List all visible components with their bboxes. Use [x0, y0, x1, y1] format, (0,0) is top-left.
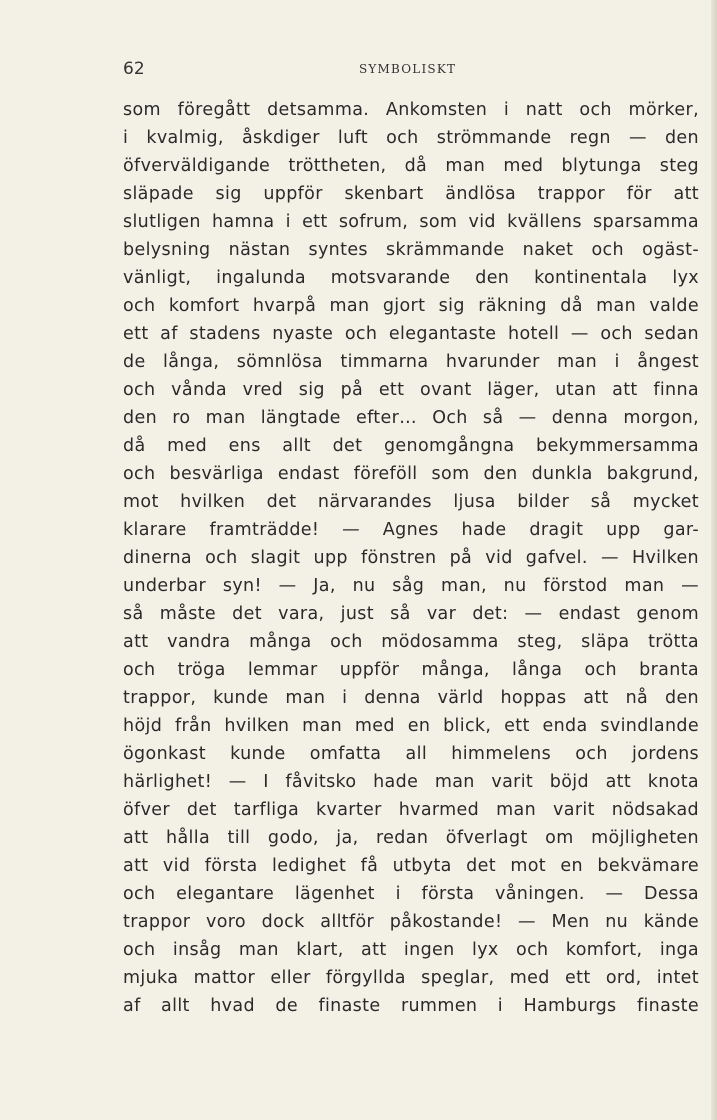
text-line: klarare framträdde! — Agnes hade dragit upp gar-: [123, 520, 699, 540]
text-line: härlighet! — I fåvitsko hade man varit böjd att knota: [123, 772, 699, 792]
text-line: och vånda vred sig på ett ovant läger, utan att finna: [123, 380, 699, 400]
text-line: mjuka mattor eller förgyllda speglar, med ett ord, intet: [123, 968, 699, 988]
text-line: och elegantare lägenhet i första våningen. — Dessa: [123, 884, 699, 904]
text-line: att hålla till godo, ja, redan öfverlagt om möjligheten: [123, 828, 699, 848]
text-line: i kvalmig, åskdiger luft och strömmande regn — den: [123, 128, 699, 148]
text-line: mot hvilken det närvarandes ljusa bilder så mycket: [123, 492, 699, 512]
text-line: och insåg man klart, att ingen lyx och komfort, inga: [123, 940, 699, 960]
text-line: den ro man längtade efter… Och så — denna morgon,: [123, 408, 699, 428]
text-line: dinerna och slagit upp fönstren på vid gafvel. — Hvilken: [123, 548, 699, 568]
text-line: släpade sig uppför skenbart ändlösa trappor för att: [123, 184, 699, 204]
text-line: af allt hvad de finaste rummen i Hamburgs finaste: [123, 996, 699, 1016]
text-line: och tröga lemmar uppför många, långa och branta: [123, 660, 699, 680]
text-line: öfverväldigande tröttheten, då man med blytunga steg: [123, 156, 699, 176]
text-line: så måste det vara, just så var det: — endast genom: [123, 604, 699, 624]
page-number: 62: [123, 59, 145, 79]
text-line: de långa, sömnlösa timmarna hvarunder man i ångest: [123, 352, 699, 372]
text-line: som föregått detsamma. Ankomsten i natt och mörker,: [123, 100, 699, 120]
body-text: [123, 96, 699, 1020]
text-line: att vid första ledighet få utbyta det mot en bekvämare: [123, 856, 699, 876]
text-line: då med ens allt det genomgångna bekymmersamma: [123, 436, 699, 456]
text-line: ögonkast kunde omfatta all himmelens och jordens: [123, 744, 699, 764]
text-line: höjd från hvilken man med en blick, ett enda svindlande: [123, 716, 699, 736]
page-edge: [711, 0, 717, 1120]
text-line: underbar syn! — Ja, nu såg man, nu förstod man —: [123, 576, 699, 596]
running-head: SYMBOLISKT: [359, 62, 457, 76]
text-line: slutligen hamna i ett sofrum, som vid kvällens sparsamma: [123, 212, 699, 232]
page-header: [123, 59, 699, 83]
text-line: trappor, kunde man i denna värld hoppas att nå den: [123, 688, 699, 708]
text-line: att vandra många och mödosamma steg, släpa trötta: [123, 632, 699, 652]
text-line: och besvärliga endast föreföll som den dunkla bakgrund,: [123, 464, 699, 484]
text-line: trappor voro dock alltför påkostande! — Men nu kände: [123, 912, 699, 932]
text-line: vänligt, ingalunda motsvarande den kontinentala lyx: [123, 268, 699, 288]
text-line: öfver det tarfliga kvarter hvarmed man varit nödsakad: [123, 800, 699, 820]
text-line: belysning nästan syntes skrämmande naket och ogäst-: [123, 240, 699, 260]
text-line: ett af stadens nyaste och elegantaste hotell — och sedan: [123, 324, 699, 344]
text-line: och komfort hvarpå man gjort sig räkning då man valde: [123, 296, 699, 316]
